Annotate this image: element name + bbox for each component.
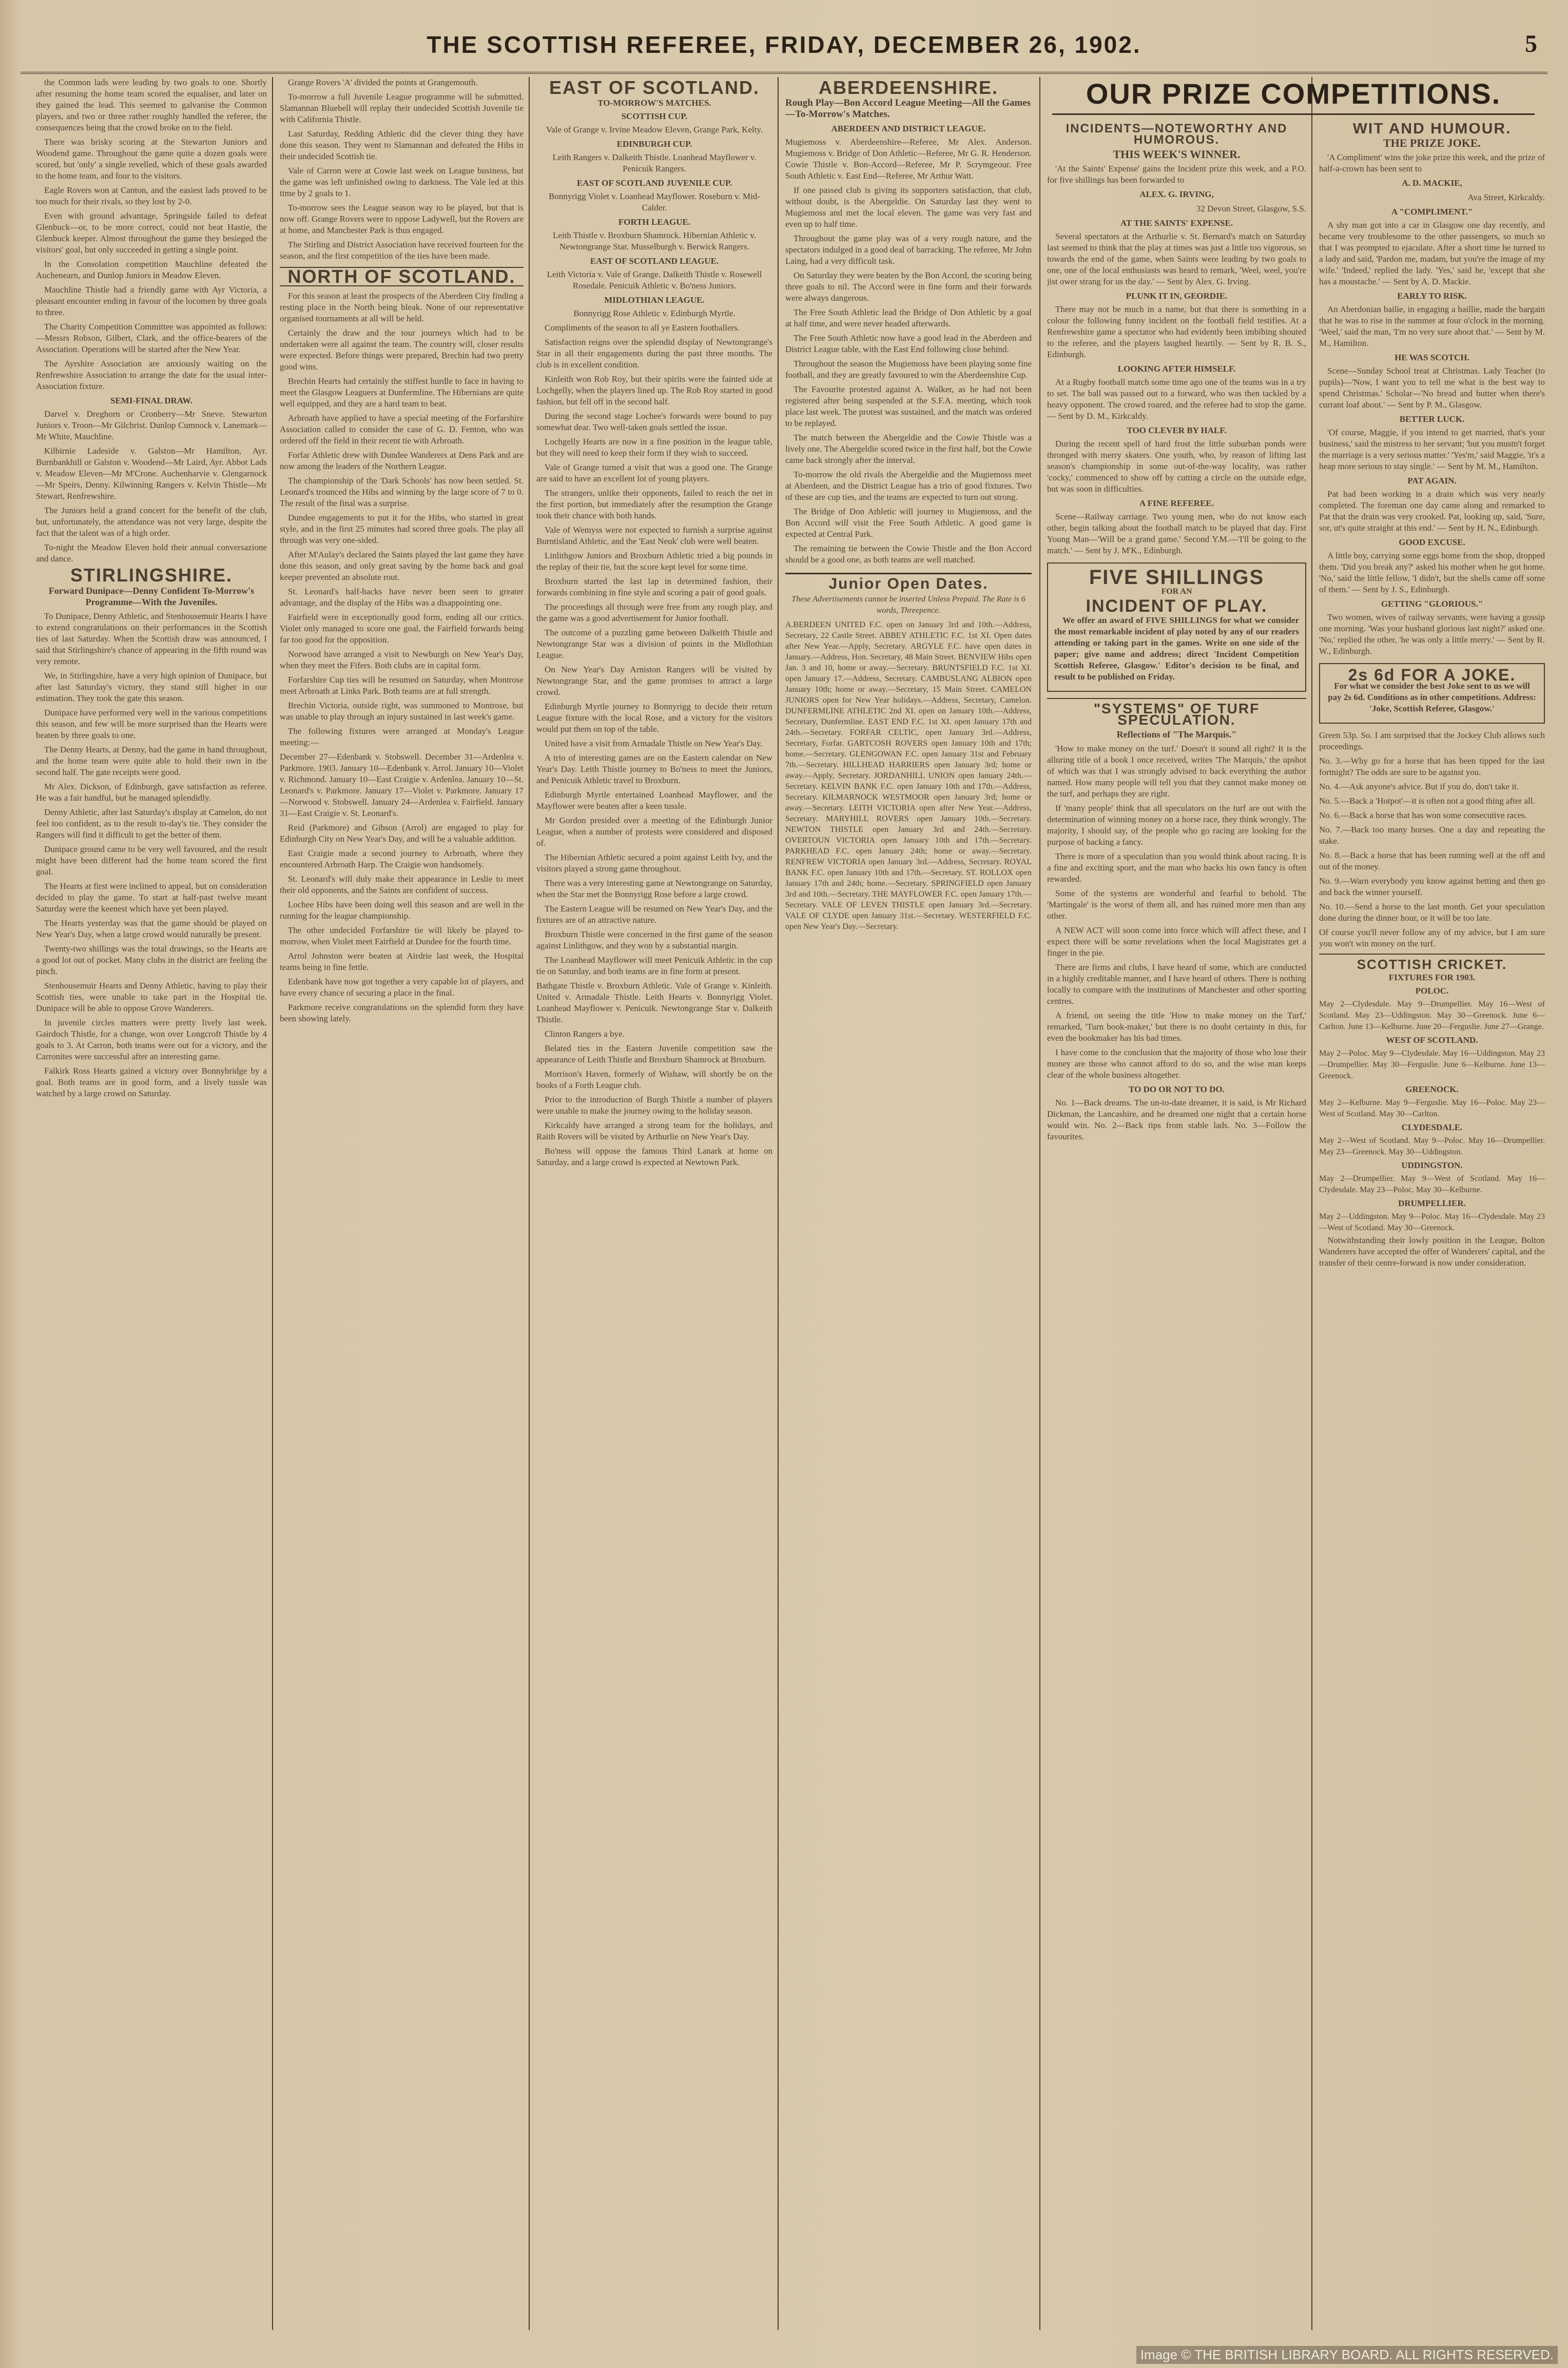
joke-heading: BETTER LUCK. bbox=[1399, 414, 1465, 424]
article-paragraph: The remaining tie between the Cowie Thistle and the Bon Accord should be a good one, as both teams are well matched. bbox=[785, 544, 1032, 565]
column-rule bbox=[529, 77, 530, 2330]
article-paragraph: The outcome of a puzzling game between Dalkeith Thistle and Newtongrange Star was a division of points in the Midlothian League. bbox=[536, 628, 772, 660]
article-paragraph: The Free South Athletic now have a good lead in the Aberdeen and District League table, with the East End following close behind. bbox=[785, 333, 1032, 354]
article-paragraph: Mauchline Thistle had a friendly game with Ayr Victoria, a pleasant encounter ending in favour of the locomen by three goals to three. bbox=[36, 285, 267, 317]
article-paragraph: Notwithstanding their lowly position in the League, Bolton Wanderers have accepted the offer of Wanderers' capital, and the transfer of their centre-forward is now under consideration. bbox=[1319, 1235, 1545, 1268]
joke-prize-box bbox=[1319, 663, 1545, 724]
winner-heading: THIS WEEK'S WINNER. bbox=[1113, 148, 1241, 161]
column-rule bbox=[1039, 77, 1040, 2330]
column-rule bbox=[1311, 77, 1312, 2330]
story-heading: TOO CLEVER BY HALF. bbox=[1127, 425, 1227, 435]
section-heading-east: EAST OF SCOTLAND. bbox=[549, 77, 760, 98]
winner-address: Ava Street, Kirkcaldy. bbox=[1467, 192, 1545, 202]
fixture-list: May 2—Uddingston. May 9—Poloc. May 16—Clydesdale. May 23—West of Scotland. May 30—Greenock. bbox=[1319, 1212, 1545, 1232]
prize-joke-heading: THE PRIZE JOKE. bbox=[1383, 137, 1481, 149]
article-paragraph: Arrol Johnston were beaten at Airdrie last week, the Hospital teams being in fine fettle. bbox=[280, 951, 524, 972]
story-text: During the recent spell of hard frost the little suburban ponds were thronged with merry skaters. One youth, who, by reason of lifting last season's championship in some out-of-the-way locality, was rather 'cocky,' commenced to show off by cutting a circle on the outside edge, but was soon in difficulties. bbox=[1047, 439, 1306, 494]
article-paragraph: There was brisky scoring at the Stewarton Juniors and Woodend game. Throughout the game quite a dozen goals were scored, but 'only' a single revelled, which of these goals awarded to the home team, and four to the visitors. bbox=[36, 137, 267, 181]
article-paragraph: The Loanhead Mayflower will meet Penicuik Athletic in the cup tie on Saturday, and both teams are in fine form at present. bbox=[536, 955, 772, 976]
article-paragraph: The Hibernian Athletic secured a point against Leith Ivy, and the visitors played a strong game throughout. bbox=[536, 852, 772, 874]
article-paragraph: Norwood have arranged a visit to Newburgh on New Year's Day, when they meet the Fifers. Both clubs are in capital form. bbox=[280, 649, 524, 670]
article-paragraph: I have come to the conclusion that the majority of those who lose their money are those who cannot afford to do so, and the wise man keeps clear of the whole business altogether. bbox=[1047, 1047, 1306, 1080]
article-paragraph: On Saturday they were beaten by the Bon Accord, the scoring being three goals to nil. The Accord were in fine form and their forwards were always dangerous. bbox=[785, 270, 1032, 303]
article-paragraph: Brechin Victoria, outside right, was summoned to Montrose, but was unable to play through an injury sustained in last week's game. bbox=[280, 701, 524, 722]
turf-tips-list bbox=[1319, 730, 1545, 949]
joke-heading: GOOD EXCUSE. bbox=[1399, 537, 1465, 547]
article-paragraph: Dundee engagements to put it for the Hibs, who started in great style, and in the first 25 minutes had scored three goals. The play all through was very one-sided. bbox=[280, 513, 524, 545]
incidents-heading: INCIDENTS—NOTEWORTHY AND HUMOROUS. bbox=[1066, 123, 1288, 147]
joke-text: An Aberdonian bailie, in engaging a baillie, made the bargain that he was to rise in the summer at four o'clock in the morning. 'Weel,' said the man, 'I'm no very sure aboot that.' — Sent by M. M., Hamilton. bbox=[1319, 304, 1545, 348]
article-paragraph: The Hearts yesterday was that the game should be played on New Year's Day, when a large crowd would naturally be present. bbox=[36, 918, 267, 939]
column-rule bbox=[272, 77, 273, 2330]
article-paragraph: The strangers, unlike their opponents, failed to reach the net in the first portion, but immediately after the resumption the Grange took their chance with both hands. bbox=[536, 488, 772, 520]
article-paragraph: There are firms and clubs, I have heard of some, which are conducted in a highly creditable manner, and I have heard of others. There is nothing locally to compare with the institutions of Manchester and other sporting centres. bbox=[1047, 962, 1306, 1006]
article-paragraph: A trio of interesting games are on the Eastern calendar on New Year's Day. Leith Thistle journey to Bo'ness to meet the Juniors, and Penicuik Athletic travel to Broxburn. bbox=[536, 753, 772, 785]
club-heading: POLOC. bbox=[1415, 986, 1449, 996]
article-paragraph: Grange Rovers 'A' divided the points at Grangemouth. bbox=[288, 77, 478, 87]
article-paragraph: In the Consolation competition Mauchline defeated the Auchenearn, and Dunlop Juniors in Meadow Eleven. bbox=[36, 259, 267, 280]
fixture-list: May 2—Kelburne. May 9—Ferguslie. May 16—Poloc. May 23—West of Scotland. May 30—Carlton. bbox=[1319, 1098, 1545, 1118]
fixture-line: Leith Rangers v. Dalkeith Thistle. Loanhead Mayflower v. Penicuik Rangers. bbox=[552, 152, 757, 173]
fixture-line: Bonnyrigg Rose Athletic v. Edinburgh Myrtle. bbox=[573, 308, 735, 318]
prize-competitions-title: OUR PRIZE COMPETITIONS. bbox=[1052, 77, 1535, 115]
sub-heading: SCOTTISH CUP. bbox=[621, 111, 688, 121]
column-6 bbox=[1319, 123, 1545, 2330]
article-paragraph: Morrison's Haven, formerly of Wishaw, will shortly be on the books of a Forth League club. bbox=[536, 1069, 772, 1090]
competition-rules: We offer an award of FIVE SHILLINGS for what we consider the most remarkable incident of play noted by any of our readers attending or taking part in the games. Write on one side of the paper; give name and address; direct 'Incident Competition Scottish Referee, Glasgow.' Editor's decision to be final, and result to be published on Friday. bbox=[1054, 615, 1299, 682]
article-paragraph: To-night the Meadow Eleven hold their annual conversazione and dance. bbox=[36, 542, 267, 564]
fixture-list: Mugiemoss v. Aberdeenshire—Referee, Mr Alex. Anderson. Mugiemoss v. Bridge of Don Athletic—Referee, Mr G. R. Henderson. Cowie Thistle v. Bon-Accord—Referee, Mr P. Scrymgeour. Free South Athletic v. East End—Referee, Mr Arthur Watt. bbox=[785, 137, 1032, 181]
article-paragraph: Brechin Hearts had certainly the stiffest hurdle to face in having to meet the Glasgow Leaguers at Dunfermline. The Hibernians are quite well equipped, and they are a hard team to beat. bbox=[280, 376, 524, 409]
list-item: No. 9.—Warn everybody you know against betting and then go and back the winner yourself. bbox=[1319, 876, 1545, 897]
joke-text: 'Of course, Maggie, if you intend to get married, that's your business,' said the mistress to her servant; 'but you mustn't forget the marriage is a very serious matter.' 'Yes'm,' said Maggie, 'it's a heap more serious to stay single.' — Sent by M. M., Hamilton. bbox=[1319, 428, 1545, 471]
article-paragraph: Mr Gordon presided over a meeting of the Edinburgh Junior League, when a number of protests were considered and disposed of. bbox=[536, 816, 772, 848]
five-shillings-box bbox=[1047, 562, 1306, 692]
story-text: Scene—Railway carriage. Two young men, who do not know each other, begin talking about the football match to be played that day. First Young Man—'Will be a grand game.' Second Y.M.—'I'll be going to the match.' — Sent by J. M'K., Edinburgh. bbox=[1047, 512, 1306, 555]
article-paragraph: The match between the Abergeldie and the Cowie Thistle was a lively one. The Abergeldie scored twice in the first half, but the Cowie came back strongly after the interval. bbox=[785, 433, 1032, 465]
article-paragraph: Dunipace ground came to be very well favoured, and the result might have been different had the home team scored the first goal. bbox=[36, 844, 267, 877]
list-item: No. 6.—Back a horse that has won some consecutive races. bbox=[1319, 810, 1527, 820]
list-item: No. 3.—Why go for a horse that has been tipped for the last fortnight? The odds are sure to be against you. bbox=[1319, 756, 1545, 777]
fixture-line: Leith Victoria v. Vale of Grange. Dalkeith Thistle v. Rosewell Rosedale. Penicuik Athletic v. Bo'ness Juniors. bbox=[547, 269, 762, 290]
article-paragraph: Darvel v. Dreghorn or Cronberry—Mr Sneve. Stewarton Juniors v. Troon—Mr Gilchrist. Dunlop Cumnock v. Lanemark—Mr White, Mauchline. bbox=[36, 409, 267, 441]
article-paragraph: During the second stage Lochee's forwards were bound to pay somewhat dear. Two well-taken goals settled the issue. bbox=[536, 411, 772, 432]
sub-heading: TO DO OR NOT TO DO. bbox=[1129, 1084, 1225, 1094]
section-heading-stirlingshire: STIRLINGSHIRE. bbox=[70, 565, 233, 586]
article-paragraph: To Dunipace, Denny Athletic, and Stenhousemuir Hearts I have to extend congratulations on their performances in the Scottish ties of last Saturday. When the Scottish draw was announced, I said that Stirlingshire's chance of appearing in the fifth round was very remote. bbox=[36, 611, 267, 666]
joke-heading: A "COMPLIMENT." bbox=[1391, 207, 1473, 217]
list-item: No. 10.—Send a horse to the last month. Get your speculation done during the dinner hour, or it will be too late. bbox=[1319, 902, 1545, 923]
article-paragraph: Reid (Parkmore) and Gibson (Arrol) are engaged to play for Edinburgh City on New Year's Day, and will be a valuable addition. bbox=[280, 823, 524, 844]
column-5 bbox=[1047, 123, 1306, 2330]
article-paragraph: To-morrow a full Juvenile League programme will be submitted. Slamannan Bluebell will replay their undecided Scottish Juvenile tie with California Thistle. bbox=[280, 92, 524, 124]
story-text: There may not be much in a name, but that there is something in a colour the following funny incident on the football field testifies. At a Renfrewshire game a spectator who had evidently been imbibing shouted to the referee, and the players laughed heartily. — Sent by R. B. S., Edinburgh. bbox=[1047, 304, 1306, 359]
cricket-subheading: FIXTURES FOR 1903. bbox=[1388, 973, 1476, 982]
club-heading: DRUMPELLIER. bbox=[1398, 1198, 1466, 1208]
article-paragraph: Eagle Rovers won at Canton, and the easiest lads proved to be too much for their rivals, so they lost by 2-0. bbox=[36, 185, 267, 206]
joke-prize-rules: For what we consider the best Joke sent to us we will pay 2s 6d. Conditions as in other competitions. Address: 'Joke, Scottish Referee, Glasgow.' bbox=[1328, 681, 1536, 713]
list-item: No. 7.—Back too many horses. One a day and repeating the stake. bbox=[1319, 825, 1545, 846]
article-paragraph: Kilbirnie Ladeside v. Galston—Mr Hamilton, Ayr. Burnbankhill or Galston v. Woodend—Mr Laird, Ayr. Abbot Lads v. Meadow Eleven—Mr M'Crone. Auchenharvie v. Glengarnock—Mr Speirs, Denny. Kilwinning Rangers v. Kelvin Thistle—Mr Stewart, Renfrewshire. bbox=[36, 446, 267, 501]
open-dates-section bbox=[785, 573, 1032, 932]
article-paragraph: On New Year's Day Arniston Rangers will be visited by Newtongrange Star, and the game promises to attract a large crowd. bbox=[536, 665, 772, 697]
article-paragraph: The Stirling and District Association have received fourteen for the season, and the first competition of the ties have been made. bbox=[280, 240, 524, 261]
incident-heading: INCIDENT OF PLAY. bbox=[1086, 596, 1268, 616]
article-paragraph: Denny Athletic, after last Saturday's display at Camelon, do not feel too confident, as to the result to-day's tie. They consider the Rangers will find it difficult to get the better of them. bbox=[36, 807, 267, 840]
article-paragraph: A NEW ACT will soon come into force which will affect these, and I expect there will be some revelations when the local Magistrates get a finger in the pie. bbox=[1047, 925, 1306, 958]
article-paragraph: Vale of Grange turned a visit that was a good one. The Grange are said to have an excellent lot of young players. bbox=[536, 462, 772, 483]
list-item: No. 4.—Ask anyone's advice. But if you do, don't take it. bbox=[1319, 782, 1519, 791]
column-rule bbox=[778, 77, 779, 2330]
article-paragraph: To-morrow the old rivals the Abergeldie and the Mugiemoss meet at Aberdeen, and the District League has a trio of good fixtures. Two of these are cup ties, and the teams are expected to turn out strong. bbox=[785, 470, 1032, 502]
club-heading: GREENOCK. bbox=[1405, 1084, 1459, 1094]
joke-text: A little boy, carrying some eggs home from the shop, dropped them. 'Did you break any?' asked his mother when he got home. 'No,' said the little fellow, 'I didn't, but the shells came off some of them.' — Sent by J. S., Edinburgh. bbox=[1319, 551, 1545, 594]
article-paragraph: Kirkcaldy have arranged a strong team for the holidays, and Raith Rovers will be visited by Arthurlie on New Year's Day. bbox=[536, 1120, 772, 1141]
article-paragraph: Vale of Carron were at Cowie last week on League business, but the game was left unfinished owing to darkness. The Vale led at this time by 2 goals to 1. bbox=[280, 166, 524, 198]
joke-heading: PAT AGAIN. bbox=[1407, 476, 1457, 486]
story-text: Several spectators at the Arthurlie v. St. Bernard's match on Saturday last seemed to think that the play at times was just a little too vigorous, so towards the end of the game, when Saints were leading by two goals to one, one of the local enthusiasts was heard to remark, 'Weel, weel, you're jist ower strang for us the day.' — Sent by Alex. G. Irving. bbox=[1047, 231, 1306, 286]
column-2 bbox=[280, 77, 524, 2330]
club-heading: UDDINGSTON. bbox=[1401, 1160, 1463, 1170]
article-paragraph: The other undecided Forfarshire tie will likely be played to-morrow, when Violet meet Fairfield at Dundee for the fourth time. bbox=[280, 925, 524, 946]
article-paragraph: Satisfaction reigns over the splendid display of Newtongrange's Star in all their engagements during the past three months. The club is in excellent condition. bbox=[536, 337, 772, 370]
fixture-list: Bathgate Thistle v. Broxburn Athletic. Vale of Grange v. Kinleith. United v. Armadale Thistle. Leith Hearts v. Bonnyrigg Violet. Loanhead Mayflower v. Penicuik. Newtongrange Star v. Dalkeith Thistle. bbox=[536, 981, 772, 1024]
section-heading-north: NORTH OF SCOTLAND. bbox=[280, 267, 524, 286]
article-paragraph: East Craigie made a second journey to Arbroath, where they encountered Arbroath Harp. The Craigie won handsomely. bbox=[280, 848, 524, 869]
section-heading-aberdeen: ABERDEENSHIRE. bbox=[818, 77, 999, 98]
article-paragraph: The Charity Competition Committee was appointed as follows:—Messrs Robson, Gilbert, Clark, and the office-bearers of the Association. Operations will be started after the New Year. bbox=[36, 322, 267, 354]
systems-heading: "SYSTEMS" OF TURF SPECULATION. bbox=[1047, 698, 1306, 726]
article-paragraph: Mr Alex. Dickson, of Edinburgh, gave satisfaction as referee. He was a fair handful, but he managed splendidly. bbox=[36, 782, 267, 803]
article-paragraph: 'At the Saints' Expense' gains the Incident prize this week, and a P.O. for five shillings has been forwarded to bbox=[1047, 164, 1306, 185]
binding-gutter bbox=[3, 154, 13, 770]
column-4 bbox=[785, 77, 1032, 2330]
article-paragraph: Parkmore receive congratulations on the splendid form they have been showing lately. bbox=[280, 1002, 524, 1023]
joke-heading: HE WAS SCOTCH. bbox=[1395, 353, 1469, 362]
fixture-list: May 2—Poloc. May 9—Clydesdale. May 16—Uddingston. May 23—Drumpellier. May 30—Ferguslie. June 6—Kelburne. June 13—Greenock. bbox=[1319, 1049, 1545, 1080]
article-paragraph: No. 1—Back dreams. The un-to-date dreamer, it is said, is Mr Richard Dickman, the Lancashire, and he dreamed one night that a certain horse would win. No. 2—Back tips from stable lads. No. 3—Follow the favourites. bbox=[1047, 1098, 1306, 1141]
article-paragraph: Twenty-two shillings was the total drawings, so the Hearts are a good lot out of pocket. Many clubs in the district are feeling the pinch. bbox=[36, 944, 267, 976]
article-paragraph: The Favourite protested against A. Walker, as he had not been registered after being suspended at the S.F.A. meeting, which took place last week. The protest was sustained, and the match was ordered to be replayed. bbox=[785, 384, 1032, 428]
club-heading: CLYDESDALE. bbox=[1401, 1122, 1463, 1132]
article-paragraph: Edinburgh Myrtle journey to Bonnyrigg to decide their return League fixture with the local Rose, and a victory for the visitors would put them on top of the table. bbox=[536, 702, 772, 734]
article-paragraph: Lochgelly Hearts are now in a fine position in the league table, but they will need to keep their form if they wish to succeed. bbox=[536, 437, 772, 458]
section-subheading: Forward Dunipace—Denny Confident To-Morrow's Programme—With the Juveniles. bbox=[48, 586, 255, 607]
article-paragraph: Certainly the draw and the tour journeys which had to be undertaken were all against the team. The country will, closer results were expected. Before things were prepared, Brechin had two pretty good wins. bbox=[280, 328, 524, 372]
article-paragraph: Arbroath have applied to have a special meeting of the Forfarshire Association called to consider the case of G. D. Fenton, who was ordered off the field in their recent tie with Arbroath. bbox=[280, 413, 524, 445]
sub-heading: EAST OF SCOTLAND JUVENILE CUP. bbox=[576, 178, 732, 188]
article-paragraph: Broxburn Thistle were concerned in the first game of the season against Linlithgow, and they won by a substantial margin. bbox=[536, 929, 772, 950]
cricket-fixtures bbox=[1319, 985, 1545, 1234]
list-item: Of course you'll never follow any of my advice, but I am sure you won't win money on the turf. bbox=[1319, 927, 1545, 948]
story-heading: AT THE SAINTS' EXPENSE. bbox=[1120, 218, 1233, 228]
article-paragraph: United have a visit from Armadale Thistle on New Year's Day. bbox=[545, 739, 763, 748]
article-paragraph: Even with ground advantage, Springside failed to defeat Glenbuck—or, to be more correct, could not beat Hastie, the Glenbuck keeper. Almost throughout the game they besieged the visitors' goal, but only succeeded in getting a single point. bbox=[36, 211, 267, 255]
wit-humour-heading: WIT AND HUMOUR. bbox=[1352, 123, 1512, 137]
image-credit: Image © THE BRITISH LIBRARY BOARD. ALL RIGHTS RESERVED. bbox=[1136, 2346, 1558, 2364]
article-paragraph: The following fixtures were arranged at Monday's League meeting:— bbox=[280, 726, 524, 747]
sub-heading: FORTH LEAGUE. bbox=[618, 217, 691, 227]
joke-text: Pat had been working in a drain which was very nearly completed. The foreman one day came along and remarked to Pat that the drain was very crooked. Pat, looking up, said, 'Sure, sor, ut's quite straight at this end.' — Sent by H. N., Edinburgh. bbox=[1319, 489, 1545, 533]
systems-subheading: Reflections of "The Marquis." bbox=[1116, 729, 1237, 740]
article-paragraph: Throughout the season the Mugiemoss have been playing some fine football, and they are greatly favoured to win the Aberdeenshire Cup. bbox=[785, 359, 1032, 380]
article-paragraph: Edinburgh Myrtle entertained Loanhead Mayflower, and the Mayflower were beaten after a keen tussle. bbox=[536, 790, 772, 811]
article-paragraph: Kinleith won Rob Roy, but their spirits were the fainted side at Lochgelly, when the players lined up. The Rob Roy started in good fashion, but fell off in the second half. bbox=[536, 374, 772, 406]
article-paragraph: The Free South Athletic lead the Bridge of Don Athletic by a goal at half time, and were never headed afterwards. bbox=[785, 307, 1032, 328]
article-paragraph: Compliments of the season to all ye Eastern footballers. bbox=[545, 323, 740, 333]
article-paragraph: There was a very interesting game at Newtongrange on Saturday, when the Star met the Bonnyrigg Rose before a large crowd. bbox=[536, 878, 772, 899]
article-paragraph: Last Saturday, Redding Athletic did the clever thing they have done this season. They went to Slamannan and defeated the Hibs in their undecided Scottish tie. bbox=[280, 129, 524, 161]
joke-prize-heading: 2s 6d FOR A JOKE. bbox=[1348, 666, 1516, 684]
sub-heading: ABERDEEN AND DISTRICT LEAGUE. bbox=[831, 124, 986, 133]
page-number: 5 bbox=[1525, 30, 1537, 57]
story-text: At a Rugby football match some time ago one of the teams was in a try to set. The ball was passed out to a forward, who was then tackled by a heavy opponent. The crowd roared, and the referee had to stop the game. — Sent by D. M., Kirkcaldy. bbox=[1047, 377, 1306, 421]
article-paragraph: Forfar Athletic drew with Dundee Wanderers at Dens Park and are now among the leaders of the Northern League. bbox=[280, 450, 524, 471]
article-paragraph: After M'Aulay's declared the Saints played the last game they have done this season, and only great saving by the home back and goal keeper prevented an absolute rout. bbox=[280, 550, 524, 582]
article-paragraph: Dunipace have performed very well in the various competitions this season, and few will be more surprised than the Hearts were beaten by three goals to one. bbox=[36, 708, 267, 740]
article-paragraph: The Eastern League will be resumed on New Year's Day, and the fixtures are of an attractive nature. bbox=[536, 904, 772, 925]
sub-heading: EDINBURGH CUP. bbox=[616, 139, 692, 149]
article-paragraph: Broxburn started the last lap in determined fashion, their forwards combining in fine style and scoring a pair of good goals. bbox=[536, 576, 772, 597]
fixture-list: May 2—West of Scotland. May 9—Poloc. May 16—Drumpellier. May 23—Greenock. May 30—Uddingston. bbox=[1319, 1136, 1545, 1156]
joke-text: Scene—Sunday School treat at Christmas. Lady Teacher (to pupils)—'Now, I want you to tell me what is the best way to spend Christmas.' Scholar—'No bread and butter when there's currant loaf about.' — Sent by P. M., Glasgow. bbox=[1319, 366, 1545, 410]
article-paragraph: Stenhousemuir Hearts and Denny Athletic, having to play their Scottish ties, were unable to take part in the Hospital tie. Dunipace will be able to oppose Grove Wanderers. bbox=[36, 981, 267, 1013]
fixture-line: Bonnyrigg Violet v. Loanhead Mayflower. Roseburn v. Mid-Calder. bbox=[549, 191, 760, 212]
five-shillings-heading: FIVE SHILLINGS bbox=[1089, 566, 1265, 589]
article-paragraph: For this season at least the prospects of the Aberdeen City finding a resting place in the North being bleak. None of our representative organised tournaments at all will be held. bbox=[280, 291, 524, 323]
article-paragraph: 'How to make money on the turf.' Doesn't it sound all right? It is the alluring title of a book I once received, writes 'The Marquis,' the upshot of which was that I was strongly advised to back everything the author named. How many people will tell you that they cannot make money on the turf, and perhaps they are right. bbox=[1047, 744, 1306, 799]
article-paragraph: Belated ties in the Eastern Juvenile competition saw the appearance of Leith Thistle and Broxburn Shamrock at Broxburn. bbox=[536, 1043, 772, 1064]
article-paragraph: Falkirk Ross Hearts gained a victory over Bonnybridge by a goal. Both teams are in good form, and a lively tussle was watched by a large crowd on Saturday. bbox=[36, 1066, 267, 1098]
five-shillings-sub: FOR AN bbox=[1161, 587, 1192, 596]
masthead bbox=[21, 26, 1547, 74]
list-item: No. 5.—Back a 'Hotpot'—it is often not a good thing after all. bbox=[1319, 796, 1535, 806]
article-paragraph: To-morrow sees the League season way to be played, but that is now off. Grange Rovers were to oppose Ladywell, but the Rovers are at home, and Manchester Park is thus engaged. bbox=[280, 203, 524, 235]
sub-heading: SEMI-FINAL DRAW. bbox=[110, 396, 192, 405]
story-heading: PLUNK IT IN, GEORDIE. bbox=[1126, 291, 1228, 301]
list-item: Green 53p. So. I am surprised that the Jockey Club allows such proceedings. bbox=[1319, 730, 1545, 751]
article-paragraph: The Ayrshire Association are anxiously waiting on the Renfrewshire Association to arrange the date for the usual inter-Association fixture. bbox=[36, 359, 267, 391]
article-paragraph: Edenbank have now got together a very capable lot of players, and have every chance of securing a place in the final. bbox=[280, 977, 524, 998]
article-paragraph: Throughout the game play was of a very rough nature, and the spectators indulged in a good deal of barracking. The referee, Mr John Laing, had a very difficult task. bbox=[785, 234, 1032, 266]
article-paragraph: Prior to the introduction of Burgh Thistle a number of players were unable to make the journey owing to the holiday season. bbox=[536, 1095, 772, 1116]
article-paragraph: The Denny Hearts, at Denny, had the game in hand throughout, and the home team were quite able to hold their own in the second half. The gate receipts were good. bbox=[36, 745, 267, 777]
fixture-line: Leith Thistle v. Broxburn Shamrock. Hibernian Athletic v. Newtongrange Star. Musselburgh v. Berwick Rangers. bbox=[553, 230, 756, 251]
article-paragraph: A friend, on seeing the title 'How to make money on the Turf,' remarked, 'Turn book-maker,' but there is no doubt certainty in this, for even the bookmaker has his bad times. bbox=[1047, 1011, 1306, 1043]
article-paragraph: St. Leonard's will duly make their appearance in Leslie to meet their old opponents, and the Saints are confident of success. bbox=[280, 874, 524, 895]
story-heading: A FINE REFEREE. bbox=[1139, 498, 1214, 508]
article-paragraph: There is more of a speculation than you would think about racing. It is a fine and exciting sport, and the man who backs his own fancy is often rewarded. bbox=[1047, 851, 1306, 884]
article-paragraph: If one passed club is giving its supporters satisfaction, that club, without doubt, is the Abergeldie. On Saturday last they went to Mugiemoss and met the local eleven. The game was very fast and even up to half time. bbox=[785, 185, 1032, 229]
list-item: No. 8.—Back a horse that has been running well at the off and out of the money. bbox=[1319, 850, 1545, 871]
ad-notice: These Advertisements cannot be inserted Unless Prepaid. The Rate is 6 words, Threepence. bbox=[791, 595, 1025, 615]
joke-text: A shy man got into a car in Glasgow one day recently, and became very troublesome to the other passengers, so much so that I was prompted to ejaculate. After a short time he turned to a lady and said, 'Pardon me, madam, but you're the image of my wife.' 'Indeed,' replied the lady. 'Yes,' said he, 'except that she has a moustache.' — Sent by A. D. Mackie. bbox=[1319, 220, 1545, 286]
story-heading: LOOKING AFTER HIMSELF. bbox=[1117, 364, 1236, 374]
article-paragraph: Bo'ness will oppose the famous Third Lanark at home on Saturday, and a large crowd is expected at Newtown Park. bbox=[536, 1146, 772, 1167]
fixture-list: May 2—Clydesdale. May 9—Drumpellier. May 16—West of Scotland. May 23—Uddingston. May 30—Greenock. June 6—Carlton. June 13—Kelburne. June 20—Ferguslie. June 27—Grange. bbox=[1319, 1000, 1545, 1031]
column-1 bbox=[36, 77, 267, 2330]
fixture-line: Vale of Grange v. Irvine Meadow Eleven, Grange Park, Kelty. bbox=[546, 125, 763, 134]
fixture-list: December 27—Edenbank v. Stobswell. December 31—Ardenlea v. Parkmore. 1903. January 10—Edenbank v. Arrol. January 10—Violet v. Richmond. January 10—East Craigie v. Ardenlea. January 10—St. Leonard's v. Parkmore. January 17—Violet v. Parkmore. January 17—Norwood v. Stobswell. January 24—Ardenlea v. Fairfield. January 31—East Craigie v. St. Leonard's. bbox=[280, 752, 524, 818]
joke-heading: GETTING "GLORIOUS." bbox=[1381, 599, 1483, 609]
winner-name: A. D. MACKIE, bbox=[1402, 178, 1462, 188]
sub-heading: MIDLOTHIAN LEAGUE. bbox=[604, 295, 705, 305]
article-paragraph: Forfarshire Cup ties will be resumed on Saturday, when Montrose meet Arbroath at Links Park. Both teams are at full strength. bbox=[280, 675, 524, 696]
article-paragraph: the Common lads were leading by two goals to one. Shortly after resuming the home team scored the equaliser, and later on they gained the lead. This seemed to galvanise the Common players, and two or three rather roughly handled the referee, the consequences being that the crowd broke on to the field. bbox=[36, 77, 267, 132]
article-paragraph: Vale of Wemyss were not expected to furnish a surprise against Burntisland Athletic, and the 'East Neuk' club were well beaten. bbox=[536, 525, 772, 546]
joke-heading: EARLY TO RISK. bbox=[1397, 291, 1467, 301]
article-paragraph: In juvenile circles matters were pretty lively last week. Gairdoch Thistle, for a change, won over Longcroft Thistle by 4 goals to 3. At Carron, both teams were out for a victory, and the Carronites were successful after an interesting game. bbox=[36, 1018, 267, 1061]
open-dates-heading: Junior Open Dates. bbox=[828, 575, 989, 592]
article-paragraph: Linlithgow Juniors and Broxburn Athletic tried a big pounds in the replay of their tie, but the score kept level for some time. bbox=[536, 551, 772, 572]
winner-name: ALEX. G. IRVING, bbox=[1139, 189, 1214, 199]
article-paragraph: Some of the systems are wonderful and fearful to behold. The 'Martingale' is the worst of them all, and has ruined more men than any other. bbox=[1047, 888, 1306, 921]
article-paragraph: 'A Compliment' wins the joke prize this week, and the prize of half-a-crown has been sent to bbox=[1319, 152, 1545, 173]
article-paragraph: The Juniors held a grand concert for the benefit of the club, but, unfortunately, the attendance was not very large, despite the fact that the talent was of a high order. bbox=[36, 506, 267, 538]
joke-text: Two women, wives of railway servants, were having a gossip one morning. 'Was your husband glorious last night?' asked one. 'No,' replied the other, 'he was only a little merry.' — Sent by R. W., Edinburgh. bbox=[1319, 612, 1545, 656]
article-paragraph: The Hearts at first were inclined to appeal, but on consideration decided to play the game. To start at half-past twelve meant Saturday were the keenest which have yet been played. bbox=[36, 881, 267, 914]
article-paragraph: St. Leonard's half-backs have never been seen to greater advantage, and the display of the Hibs was a disappointing one. bbox=[280, 587, 524, 608]
winner-address: 32 Devon Street, Glasgow, S.S. bbox=[1196, 204, 1306, 213]
cricket-heading: SCOTTISH CRICKET. bbox=[1319, 954, 1545, 970]
article-paragraph: If 'many people' think that all speculators on the turf are out with the determination of winning money on a horse race, they think wrongly. The majority, I should say, of the people who go racing are looking for the purpose of backing a fancy. bbox=[1047, 803, 1306, 847]
open-dates-list: A.BERDEEN UNITED F.C. open on January 3rd and 10th.—Address, Secretary, 22 Castle Street. ABBEY ATHLETIC F.C. 1st XI. Open dates after New Year.—Apply, Secretary. ARGYLE F.C. have open dates in January.—Address, Hon. Secretary, 48 Main Street. BENVIEW Hibs open Jan. 3 and 10, home or away.—Secretary. BRUNTSFIELD F.C. 1st XI. open January 17.—Address, Secretary. CAMBUSLANG ALBION open January 10th; home or away.—Secretary, 15 Main Street. CAMELON JUNIORS open for New Year holidays.—Address, Secretary, Camelon. DUNFERMLINE ATHLETIC 2nd XI. open on January 10th.—Address, Secretary, Dunfermline. EAST END F.C. 1st XI. open January 17th and 24th.—Secretary. FORFAR CELTIC, open January 3rd.—Address, Secretary, Forfar. GARTCOSH ROVERS open January 10th and 17th; home.—Secretary. GLENGOWAN F.C. open January 31st and February 7th.—Secretary. HILLHEAD HARRIERS open January 3rd; home or away.—Apply, Secretary. JORDANHILL UNION open January 24th.—Secretary. KELVIN BANK F.C. open January 10th and 17th.—Address, Secretary. KILMARNOCK WESTMOOR open January 3rd; home or away.—Secretary. LEITH VICTORIA open after New Year.—Address, Secretary. MARYHILL ROVERS open January 10th.—Secretary. NEWTON THISTLE open January 3rd and 24th.—Secretary. OVERTOUN VICTORIA open January 10th and 17th.—Secretary. PARKHEAD F.C. open January 24th; home or away.—Secretary. RENFREW VICTORIA open January 3rd.—Address, Secretary. ROYAL BANK F.C. open January 10th and 17th.—Secretary. ST. ROLLOX open January 17th and 24th; home.—Secretary. SPRINGFIELD open January 3rd and 10th.—Secretary. THE MAYFLOWER F.C. open January 17th.—Secretary. VALE OF LEVEN THISTLE open January 3rd.—Secretary. VALE OF CLYDE open January 31st.—Secretary. WESTERFIELD F.C. open New Year's Day.—Secretary. bbox=[785, 620, 1032, 931]
fixture-list: May 2—Drumpellier. May 9—West of Scotland. May 16—Clydesdale. May 23—Poloc. May 30—Kelburne. bbox=[1319, 1174, 1545, 1194]
article-paragraph: We, in Stirlingshire, have a very high opinion of Dunipace, but after last Saturday's victory, they stand still higher in our estimation. They took the gate this season. bbox=[36, 671, 267, 703]
masthead-title: THE SCOTTISH REFEREE, FRIDAY, DECEMBER 26, 1902. bbox=[427, 31, 1141, 58]
article-paragraph: Lochee Hibs have been doing well this season and are well in the running for the league championship. bbox=[280, 900, 524, 921]
article-paragraph: Clinton Rangers a bye. bbox=[545, 1029, 625, 1039]
sub-heading: EAST OF SCOTLAND LEAGUE. bbox=[590, 256, 719, 266]
article-paragraph: Fairfield were in exceptionally good form, ending all our critics. Violet only managed to score one goal, the Fairfield forwards being far too good for the opposition. bbox=[280, 612, 524, 645]
club-heading: WEST OF SCOTLAND. bbox=[1386, 1035, 1478, 1045]
article-paragraph: The proceedings all through were free from any rough play, and the game was a good advertisement for Junior football. bbox=[536, 602, 772, 623]
article-paragraph: The championship of the 'Dark Schools' has now been settled. St. Leonard's trounced the Hibs and winning by the large score of 7 to 0. The result of the final was a surprise. bbox=[280, 476, 524, 508]
column-3 bbox=[536, 77, 772, 2330]
sub-heading: TO-MORROW'S MATCHES. bbox=[597, 98, 711, 108]
article-paragraph: The Bridge of Don Athletic will journey to Mugiemoss, and the Bon Accord will visit the Free South Athletic. A good game is expected at Central Park. bbox=[785, 507, 1032, 539]
section-subheading: Rough Play—Bon Accord League Meeting—All the Games—To-Morrow's Matches. bbox=[785, 98, 1031, 120]
